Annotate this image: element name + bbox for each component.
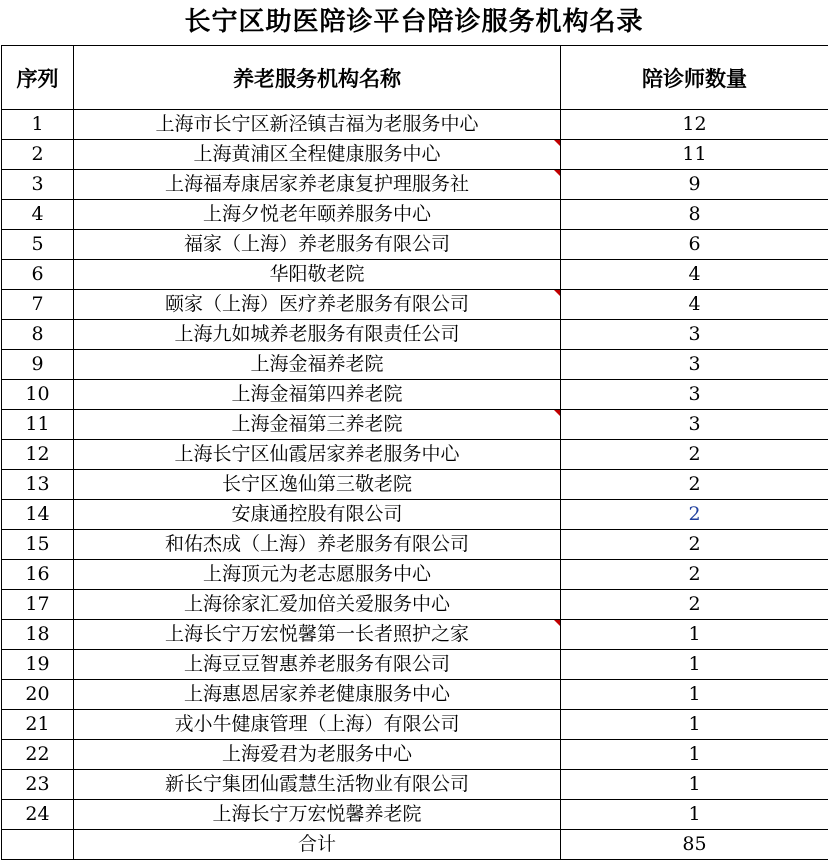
- institution-name: 福家（上海）养老服务有限公司: [74, 230, 561, 260]
- table-row: [2, 320, 828, 350]
- escort-count: 2: [561, 590, 828, 620]
- institution-name: 华阳敬老院: [74, 260, 561, 290]
- header-row: [2, 46, 828, 110]
- escort-count: 1: [561, 740, 828, 770]
- institution-name: 颐家（上海）医疗养老服务有限公司: [74, 290, 561, 320]
- escort-count: 8: [561, 200, 828, 230]
- row-number: 5: [2, 230, 74, 260]
- row-number: 16: [2, 560, 74, 590]
- escort-count: 11: [561, 140, 828, 170]
- row-number: 3: [2, 170, 74, 200]
- row-number: 8: [2, 320, 74, 350]
- header-name: 养老服务机构名称: [74, 46, 561, 110]
- escort-count: 12: [561, 110, 828, 140]
- table-row: [2, 260, 828, 290]
- total-count: 85: [561, 830, 828, 860]
- institution-name: 上海福寿康居家养老康复护理服务社: [74, 170, 561, 200]
- escort-count: 2: [561, 500, 828, 530]
- row-number: 14: [2, 500, 74, 530]
- escort-count: 1: [561, 710, 828, 740]
- row-number: 7: [2, 290, 74, 320]
- escort-count: 2: [561, 470, 828, 500]
- row-number: 6: [2, 260, 74, 290]
- row-number: 12: [2, 440, 74, 470]
- escort-count: 2: [561, 440, 828, 470]
- table-row: [2, 140, 828, 170]
- escort-count: 1: [561, 620, 828, 650]
- row-number: 15: [2, 530, 74, 560]
- row-number: 24: [2, 800, 74, 830]
- table-row: [2, 440, 828, 470]
- table-row: [2, 800, 828, 830]
- escort-count: 3: [561, 320, 828, 350]
- institution-name: 安康通控股有限公司: [74, 500, 561, 530]
- table-row: [2, 770, 828, 800]
- table-row: [2, 200, 828, 230]
- total-row: [2, 830, 828, 860]
- institution-name: 上海市长宁区新泾镇吉福为老服务中心: [74, 110, 561, 140]
- row-number: 18: [2, 620, 74, 650]
- escort-count: 2: [561, 530, 828, 560]
- institution-name: 长宁区逸仙第三敬老院: [74, 470, 561, 500]
- institution-name: 上海夕悦老年颐养服务中心: [74, 200, 561, 230]
- institution-name: 上海长宁区仙霞居家养老服务中心: [74, 440, 561, 470]
- institution-name: 新长宁集团仙霞慧生活物业有限公司: [74, 770, 561, 800]
- institution-name: 上海徐家汇爱加倍关爱服务中心: [74, 590, 561, 620]
- row-number: 9: [2, 350, 74, 380]
- table-row: [2, 650, 828, 680]
- escort-count: 1: [561, 680, 828, 710]
- row-number: 13: [2, 470, 74, 500]
- escort-count: 1: [561, 770, 828, 800]
- institution-name: 上海惠恩居家养老健康服务中心: [74, 680, 561, 710]
- table-row: [2, 530, 828, 560]
- row-number: 2: [2, 140, 74, 170]
- table-row: [2, 230, 828, 260]
- institution-name: 和佑杰成（上海）养老服务有限公司: [74, 530, 561, 560]
- page-title: 长宁区助医陪诊平台陪诊服务机构名录: [0, 0, 828, 45]
- total-no-cell: [2, 830, 74, 860]
- table-row: [2, 380, 828, 410]
- table-row: [2, 290, 828, 320]
- institution-name: 上海金福养老院: [74, 350, 561, 380]
- header-count: 陪诊师数量: [561, 46, 828, 110]
- institution-name: 上海金福第三养老院: [74, 410, 561, 440]
- directory-table: [1, 45, 828, 860]
- row-number: 1: [2, 110, 74, 140]
- table-row: [2, 560, 828, 590]
- escort-count: 2: [561, 560, 828, 590]
- table-row: [2, 620, 828, 650]
- institution-name: 上海金福第四养老院: [74, 380, 561, 410]
- escort-count: 1: [561, 800, 828, 830]
- escort-count: 3: [561, 350, 828, 380]
- escort-count: 3: [561, 410, 828, 440]
- institution-name: 上海顶元为老志愿服务中心: [74, 560, 561, 590]
- row-number: 17: [2, 590, 74, 620]
- institution-name: 上海黄浦区全程健康服务中心: [74, 140, 561, 170]
- row-number: 23: [2, 770, 74, 800]
- row-number: 10: [2, 380, 74, 410]
- row-number: 4: [2, 200, 74, 230]
- table-row: [2, 470, 828, 500]
- table-row: [2, 590, 828, 620]
- institution-name: 上海豆豆智惠养老服务有限公司: [74, 650, 561, 680]
- row-number: 21: [2, 710, 74, 740]
- institution-name: 上海长宁万宏悦馨养老院: [74, 800, 561, 830]
- total-label: 合计: [74, 830, 561, 860]
- institution-name: 上海九如城养老服务有限责任公司: [74, 320, 561, 350]
- escort-count: 6: [561, 230, 828, 260]
- row-number: 19: [2, 650, 74, 680]
- escort-count: 3: [561, 380, 828, 410]
- table-row: [2, 680, 828, 710]
- institution-name: 戎小牛健康管理（上海）有限公司: [74, 710, 561, 740]
- escort-count: 4: [561, 290, 828, 320]
- row-number: 22: [2, 740, 74, 770]
- escort-count: 9: [561, 170, 828, 200]
- table-row: [2, 110, 828, 140]
- row-number: 11: [2, 410, 74, 440]
- table-row: [2, 410, 828, 440]
- escort-count: 1: [561, 650, 828, 680]
- escort-count: 4: [561, 260, 828, 290]
- table-row: [2, 170, 828, 200]
- header-no: 序列: [2, 46, 74, 110]
- institution-name: 上海长宁万宏悦馨第一长者照护之家: [74, 620, 561, 650]
- table-row: [2, 500, 828, 530]
- table-row: [2, 710, 828, 740]
- table-row: [2, 740, 828, 770]
- table-row: [2, 350, 828, 380]
- row-number: 20: [2, 680, 74, 710]
- institution-name: 上海爱君为老服务中心: [74, 740, 561, 770]
